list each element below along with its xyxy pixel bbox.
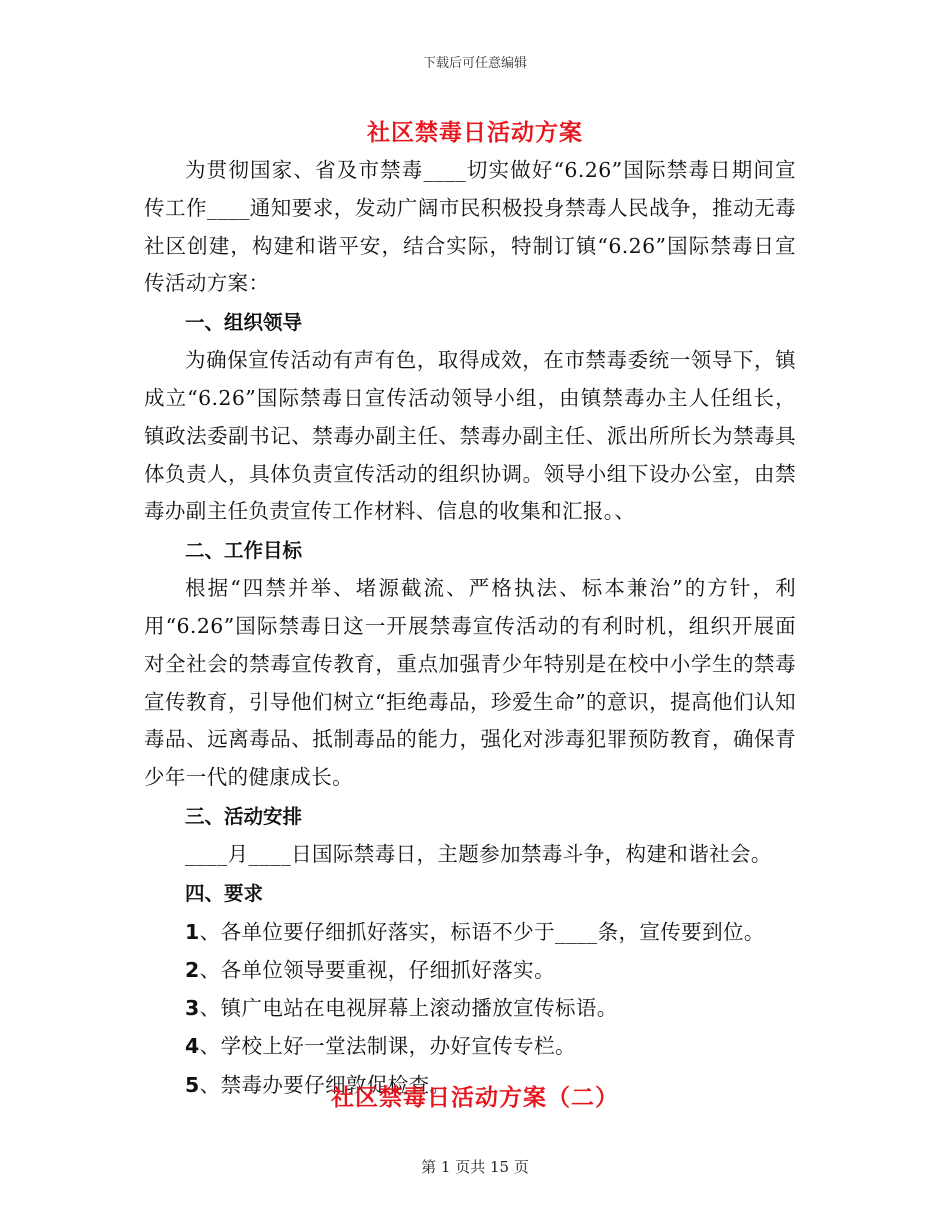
document-body — [144, 152, 796, 1104]
section-heading-organization: 一、组织领导 — [185, 311, 303, 335]
requirement-number: 1 — [185, 919, 200, 944]
next-document-title: 社区禁毒日活动方案（二） — [331, 1085, 619, 1111]
requirement-number: 4 — [185, 1034, 200, 1059]
requirement-item — [144, 989, 796, 1027]
requirement-text: 、禁毒办要仔细敦促检查。 — [199, 1072, 451, 1097]
section-body-arrangement: ____月____日国际禁毒日，主题参加禁毒斗争，构建和谐社会。 — [185, 841, 772, 866]
requirement-text: 、各单位要仔细抓好落实，标语不少于____条，宣传要到位。 — [199, 919, 765, 944]
requirement-text: 、学校上好一堂法制课，办好宣传专栏。 — [199, 1034, 576, 1059]
requirement-text: 、镇广电站在电视屏幕上滚动播放宣传标语。 — [199, 996, 618, 1021]
page-footer: 第 1 页共 15 页 — [421, 1158, 529, 1176]
requirement-text: 、各单位领导要重视，仔细抓好落实。 — [199, 957, 555, 982]
intro-paragraph: 为贯彻国家、省及市禁毒____切实做好“6.26”国际禁毒日期间宣传工作____通知要求，发动广阔市民积极投身禁毒人民战争，推动无毒社区创建，构建和谐平安，结合实际，特制订镇“6.26”国际禁毒日宣传活动方案： — [144, 158, 796, 296]
section-heading-arrangement: 三、活动安排 — [185, 804, 303, 828]
section-heading-goals: 二、工作目标 — [185, 539, 303, 563]
section-body-goals: 根据“四禁并举、堵源截流、严格执法、标本兼治”的方针，利用“6.26”国际禁毒日这一开展禁毒宣传活动的有利时机，组织开展面对全社会的禁毒宣传教育，重点加强青少年特别是在校中小学生的禁毒宣传教育，引导他们树立“拒绝毒品，珍爱生命”的意识，提高他们认知毒品、远离毒品、抵制毒品的能力，强化对涉毒犯罪预防教育，确保青少年一代的健康成长。 — [144, 576, 796, 790]
document-title: 社区禁毒日活动方案 — [367, 120, 583, 146]
requirement-item — [144, 913, 796, 951]
section-heading-requirements: 四、要求 — [185, 881, 264, 905]
page-header-note: 下载后可任意编辑 — [422, 56, 527, 71]
section-body-organization: 为确保宣传活动有声有色，取得成效，在市禁毒委统一领导下，镇成立“6.26”国际禁毒日宣传活动领导小组，由镇禁毒办主人任组长，镇政法委副书记、禁毒办副主任、禁毒办副主任、派出所所长为禁毒具体负责人，具体负责宣传活动的组织协调。领导小组下设办公室，由禁毒办副主任负责宣传工作材料、信息的收集和汇报。、 — [144, 348, 796, 524]
requirement-number: 5 — [185, 1072, 200, 1097]
requirement-item — [144, 951, 796, 989]
requirement-number: 2 — [185, 957, 200, 982]
requirement-item — [144, 1027, 796, 1065]
requirement-number: 3 — [185, 996, 200, 1021]
